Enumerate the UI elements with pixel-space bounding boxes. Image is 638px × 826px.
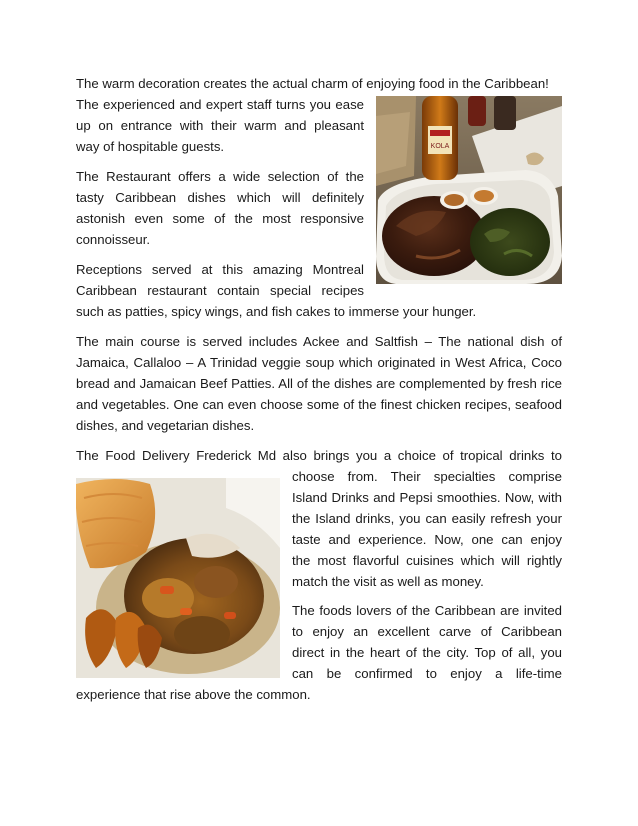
paragraph-4-line-4: and vegetables. One can even choose some of the finest chicken recipes, seafood <box>76 397 562 412</box>
paragraph-3-line-2: Caribbean restaurant contain special recipes <box>76 283 364 298</box>
paragraph-5-line-7: match the visit as well as money. <box>292 574 484 589</box>
paragraph-5-line-6: the most flavorful cuisines which will rightly <box>292 553 562 568</box>
paragraph-5-line-2: choose from. Their specialties comprise <box>292 469 562 484</box>
paragraph-6-line-1: The foods lovers of the Caribbean are invited <box>292 603 562 618</box>
paragraph-1-line-4: way of hospitable guests. <box>76 139 225 154</box>
food-photo-jerk-meal-graphic <box>376 96 562 284</box>
paragraph-6-line-5: experience that rise above the common. <box>76 687 311 702</box>
paragraph-4-line-1: The main course is served includes Ackee and Saltfish – The national dish of <box>76 334 562 349</box>
paragraph-2-line-2: tasty Caribbean dishes which will definitely <box>76 190 364 205</box>
paragraph-4-line-2: Jamaica, Callaloo – A Trinidad veggie soup which originated in West Africa, Coco <box>76 355 562 370</box>
paragraph-1-line-2: The experienced and expert staff turns you ease <box>76 97 364 112</box>
paragraph-1-line-3: up on entrance with their warm and pleasant <box>76 118 364 133</box>
food-photo-patty-plate-graphic <box>76 478 280 678</box>
paragraph-5-line-5: taste and experience. Now, one can enjoy <box>292 532 562 547</box>
paragraph-5-line-3: Island Drinks and Pepsi smoothies. Now, with <box>292 490 562 505</box>
paragraph-6-line-4: can be confirmed to enjoy a life-time <box>292 666 562 681</box>
bottle-label-text: KOLA <box>430 143 450 150</box>
paragraph-2-line-3: astonish even some of the most responsive <box>76 211 364 226</box>
paragraph-4-line-3: bread and Jamaican Beef Patties. All of the dishes are complemented by fresh rice <box>76 376 562 391</box>
paragraph-4-line-5: dishes, and vegetarian dishes. <box>76 418 255 433</box>
paragraph-5-line-4: the Island drinks, you can easily refresh your <box>292 511 562 526</box>
paragraph-2-line-4: connoisseur. <box>76 232 151 247</box>
paragraph-1-line-1: The warm decoration creates the actual charm of enjoying food in the Caribbean! <box>76 76 549 91</box>
paragraph-3-line-1: Receptions served at this amazing Montreal <box>76 262 364 277</box>
paragraph-3-line-3: such as patties, spicy wings, and fish cakes to immerse your hunger. <box>76 304 477 319</box>
food-photo-jerk-meal <box>376 96 562 284</box>
paragraph-2-line-1: The Restaurant offers a wide selection of the <box>76 169 364 184</box>
paragraph-5-line-1: The Food Delivery Frederick Md also brings you a choice of tropical drinks to <box>76 448 562 463</box>
food-photo-patty-plate <box>76 478 280 678</box>
paragraph-6-line-3: direct in the heart of the city. Top of all, you <box>292 645 562 660</box>
paragraph-6-line-2: to enjoy an excellent carve of Caribbean <box>292 624 562 639</box>
